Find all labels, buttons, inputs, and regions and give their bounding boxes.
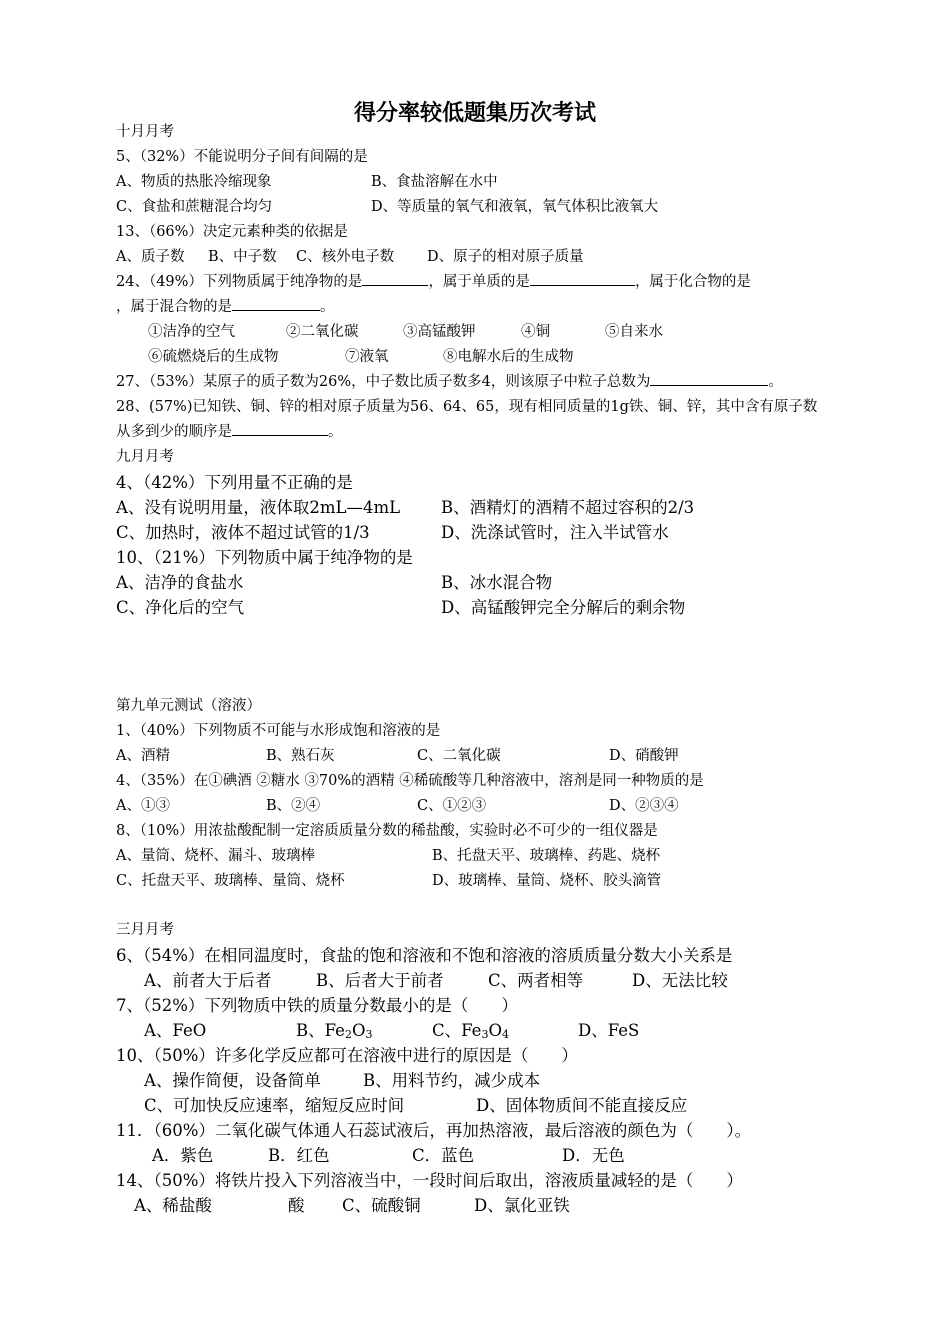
section-heading-unit9: 第九单元测试（溶液） <box>116 698 261 714</box>
answer-blank <box>232 420 328 436</box>
option-row <box>116 495 694 520</box>
option-a: A、操作简便，设备简单 <box>144 1071 321 1090</box>
question-stem: 10、（21%）下列物质中属于纯净物的是 <box>116 548 413 567</box>
stem-text: 。 <box>328 424 343 440</box>
option-a: A、①③ <box>116 798 170 814</box>
formula-subscript: 4 <box>501 1028 509 1041</box>
option-a: A、物质的热胀冷缩现象 <box>116 174 272 190</box>
option-a: A．紫色 <box>152 1146 214 1165</box>
answer-blank <box>650 370 768 386</box>
option-c: C、可加快反应速率，缩短反应时间 <box>144 1096 405 1115</box>
formula-subscript: 2 <box>344 1028 352 1041</box>
formula-subscript: 3 <box>365 1028 373 1041</box>
question-stem: 7、（52%）下列物质中铁的质量分数最小的是（ ） <box>116 996 518 1015</box>
question-stem <box>116 420 343 445</box>
question-stem: 28、(57%)已知铁、铜、锌的相对原子质量为56、64、65，现有相同质量的1g铁、铜、锌，其中含有原子数 <box>116 399 818 415</box>
formula-text: C、Fe <box>432 1021 482 1040</box>
section-heading-september: 九月月考 <box>116 449 174 465</box>
option-item: ⑦液氧 <box>345 349 389 365</box>
option-c: C、二氧化碳 <box>417 748 501 764</box>
option-item: ⑤自来水 <box>605 324 663 340</box>
question-stem: 14、（50%）将铁片投入下列溶液当中，一段时间后取出，溶液质量减轻的是（ ） <box>116 1171 743 1190</box>
question-stem: 4、（35%）在①碘酒 ②糖水 ③70%的酒精 ④稀硫酸等几种溶液中，溶剂是同一种物质的是 <box>116 773 704 789</box>
stem-text: 从多到少的顺序是 <box>116 424 232 440</box>
option-b: B、食盐溶解在水中 <box>371 174 498 190</box>
option-row <box>116 794 679 819</box>
option-b: B、酒精灯的酒精不超过容积的2/3 <box>441 498 695 517</box>
option-b: B、熟石灰 <box>266 748 335 764</box>
question-stem <box>116 270 751 295</box>
option-row <box>116 744 679 769</box>
formula-text: O <box>351 1021 366 1040</box>
option-d: D、②③④ <box>609 798 679 814</box>
stem-text: ，属于单质的是 <box>428 274 530 290</box>
option-a: A、稀盐酸 <box>134 1196 212 1215</box>
option-row <box>116 869 661 894</box>
stem-text: 。 <box>768 374 783 390</box>
option-b: B、托盘天平、玻璃棒、药匙、烧杯 <box>432 848 661 864</box>
option-c: C、硫酸铜 <box>342 1196 421 1215</box>
question-stem: 13、（66%）决定元素种类的依据是 <box>116 224 348 240</box>
option-row <box>148 345 574 370</box>
option-row <box>116 844 660 869</box>
option-a: A、质子数 <box>116 249 185 265</box>
option-d: D、洗涤试管时，注入半试管水 <box>441 523 669 542</box>
question-stem: 10、（50%）许多化学反应都可在溶液中进行的原因是（ ） <box>116 1046 578 1065</box>
option-a: A、FeO <box>144 1021 207 1040</box>
question-stem: 6、（54%）在相同温度时，食盐的饱和溶液和不饱和溶液的溶质质量分数大小关系是 <box>116 946 733 965</box>
stem-text: 24、（49%）下列物质属于纯净物的是 <box>116 274 363 290</box>
option-item: ④铜 <box>521 324 550 340</box>
option-row <box>116 595 685 620</box>
option-b: B、中子数 <box>208 249 277 265</box>
option-a: A、洁净的食盐水 <box>116 573 244 592</box>
option-c: C．蓝色 <box>412 1146 475 1165</box>
option-c: C、两者相等 <box>488 971 584 990</box>
option-d: D、硝酸钾 <box>609 748 679 764</box>
option-row <box>144 968 728 993</box>
stem-text: 。 <box>320 299 335 315</box>
option-row <box>134 1193 570 1218</box>
option-d: D、无法比较 <box>632 971 728 990</box>
option-c: C、食盐和蔗糖混合均匀 <box>116 199 273 215</box>
answer-blank <box>232 295 320 311</box>
option-d: D、原子的相对原子质量 <box>427 249 584 265</box>
option-b: B、②④ <box>266 798 321 814</box>
option-item: ②二氧化碳 <box>286 324 359 340</box>
formula-text: O <box>488 1021 502 1040</box>
option-b: 酸 <box>288 1196 305 1215</box>
option-d: D、氯化亚铁 <box>474 1196 570 1215</box>
formula-subscript: 3 <box>481 1028 489 1041</box>
option-a: A、前者大于后者 <box>144 971 272 990</box>
option-d: D、FeS <box>578 1021 640 1040</box>
option-row <box>152 1143 625 1168</box>
option-item: ⑥硫燃烧后的生成物 <box>148 349 279 365</box>
option-row <box>144 1068 540 1093</box>
option-d: D、高锰酸钾完全分解后的剩余物 <box>441 598 686 617</box>
stem-text: ，属于化合物的是 <box>634 274 751 290</box>
answer-blank <box>530 270 635 286</box>
option-a: A、没有说明用量，液体取2mL—4mL <box>116 498 401 517</box>
option-a: A、酒精 <box>116 748 170 764</box>
question-stem: 4、（42%）下列用量不正确的是 <box>116 473 353 492</box>
option-b: B、冰水混合物 <box>441 573 553 592</box>
question-stem: 1、（40%）下列物质不可能与水形成饱和溶液的是 <box>116 723 441 739</box>
question-stem: 8、（10%）用浓盐酸配制一定溶质质量分数的稀盐酸，实验时必不可少的一组仪器是 <box>116 823 658 839</box>
option-row <box>144 1093 687 1118</box>
question-stem <box>116 295 335 320</box>
section-heading-october: 十月月考 <box>116 124 174 140</box>
option-c: C、①②③ <box>417 798 487 814</box>
option-b: B．红色 <box>268 1146 330 1165</box>
option-d: D、玻璃棒、量筒、烧杯、胶头滴管 <box>432 873 662 889</box>
option-row <box>116 195 658 220</box>
option-a: A、量筒、烧杯、漏斗、玻璃棒 <box>116 848 315 864</box>
option-c: C、托盘天平、玻璃棒、量筒、烧杯 <box>116 873 345 889</box>
option-item: ③高锰酸钾 <box>403 324 476 340</box>
option-c: C、加热时，液体不超过试管的1/3 <box>116 523 370 542</box>
option-b: B、用料节约，减少成本 <box>363 1071 541 1090</box>
page-title: 得分率较低题集历次考试 <box>353 101 596 126</box>
stem-text: ，属于混合物的是 <box>116 299 232 315</box>
option-item: ⑧电解水后的生成物 <box>443 349 574 365</box>
formula-text: B、Fe <box>296 1021 345 1040</box>
section-heading-march: 三月月考 <box>116 922 174 938</box>
option-d: D、固体物质间不能直接反应 <box>476 1096 688 1115</box>
option-item: ①洁净的空气 <box>148 324 235 340</box>
answer-blank <box>362 270 428 286</box>
stem-text: 27、（53%）某原子的质子数为26%，中子数比质子数多4，则该原子中粒子总数为 <box>116 374 651 390</box>
option-row <box>116 520 669 545</box>
option-row <box>116 245 584 270</box>
option-d: D、等质量的氧气和液氧，氧气体积比液氧大 <box>371 199 659 215</box>
question-stem <box>116 370 783 395</box>
option-d: D．无色 <box>562 1146 625 1165</box>
option-row <box>116 170 498 195</box>
option-row <box>148 320 663 345</box>
option-row <box>144 1018 639 1043</box>
question-stem: 11．（60%）二氧化碳气体通人石蕊试液后，再加热溶液，最后溶液的颜色为（ ）。 <box>116 1121 752 1140</box>
option-b: B、后者大于前者 <box>316 971 444 990</box>
question-stem: 5、（32%）不能说明分子间有间隔的是 <box>116 149 368 165</box>
option-c: C、净化后的空气 <box>116 598 245 617</box>
option-row <box>116 570 552 595</box>
option-c: C、核外电子数 <box>296 249 395 265</box>
